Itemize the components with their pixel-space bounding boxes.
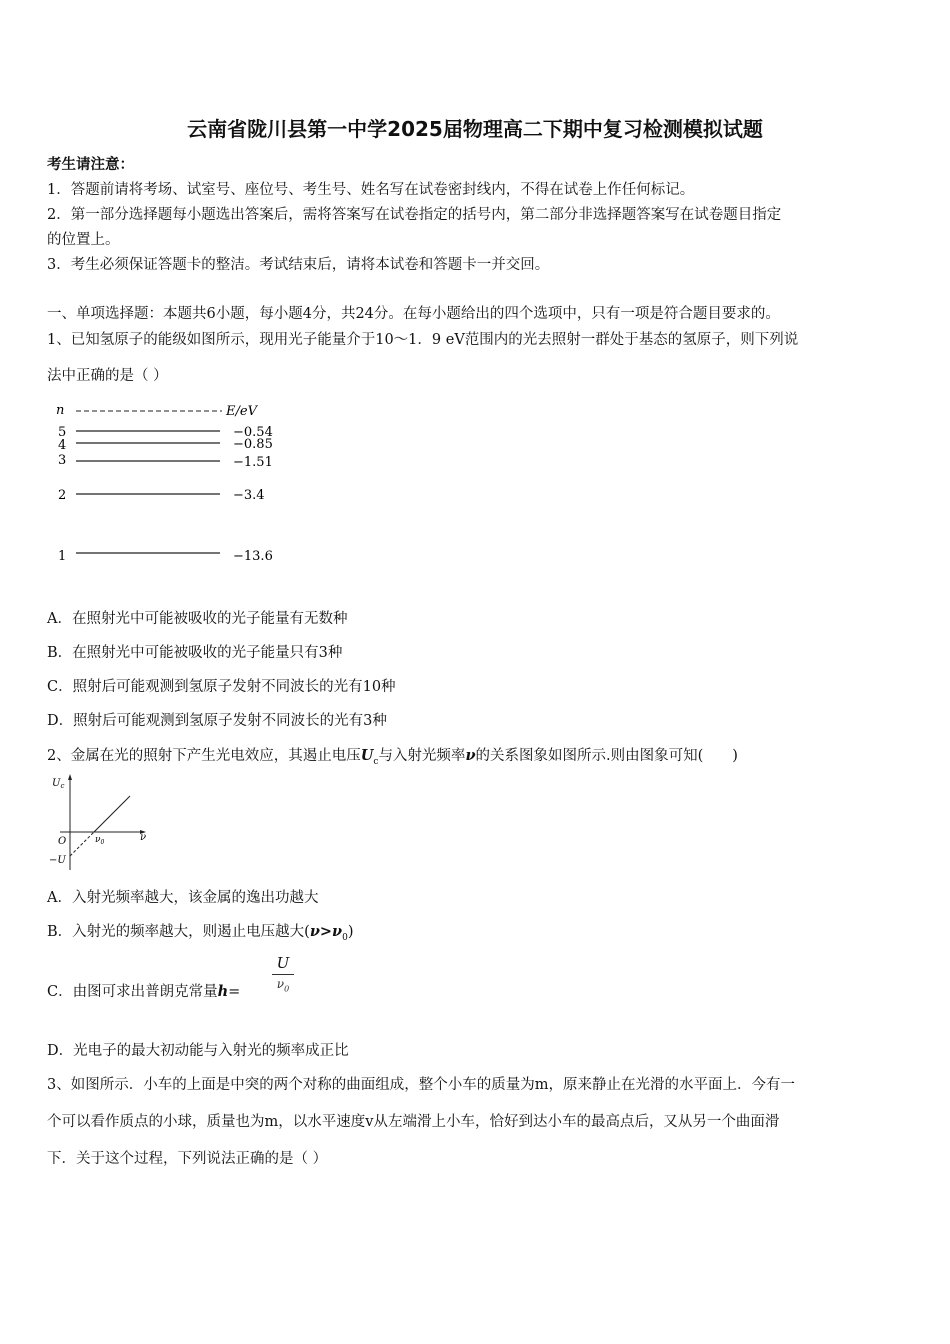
q3-line1: 3、如图所示．小车的上面是中突的两个对称的曲面组成，整个小车的质量为m，原来静止在光滑的水平面上．今有一 bbox=[47, 1077, 795, 1093]
level-1-e: −13.6 bbox=[233, 549, 273, 564]
fraction-numerator: U bbox=[276, 954, 290, 972]
graph-nu0-label: $\nu_0$ bbox=[95, 835, 105, 846]
q1-option-d: D．照射后可能观测到氢原子发射不同波长的光有3种 bbox=[47, 713, 387, 729]
q2-stem bbox=[47, 744, 738, 767]
graph-x-label: ν bbox=[140, 832, 147, 843]
graph-dashed-extension bbox=[70, 832, 94, 856]
notice-item-3: 3．考生必须保证答题卡的整洁。考试结束后，请将本试卷和答题卡一并交回。 bbox=[47, 257, 550, 273]
stopping-voltage-graph bbox=[46, 770, 156, 872]
q2-option-c: C．由图可求出普朗克常量h= bbox=[47, 983, 241, 1000]
energy-level-diagram bbox=[52, 398, 292, 570]
level-3-n: 3 bbox=[58, 453, 67, 468]
q2-stem-pre: 2、金属在光的照射下产生光电效应，其遏止电压 bbox=[47, 748, 361, 764]
q2-option-d: D．光电子的最大初动能与入射光的频率成正比 bbox=[47, 1043, 349, 1059]
section-heading: 一、单项选择题：本题共6小题，每小题4分，共24分。在每小题给出的四个选项中，只有一项是符合题目要求的。 bbox=[47, 306, 780, 322]
fraction-bar bbox=[272, 974, 294, 975]
graph-neg-u-label: −U bbox=[49, 855, 66, 866]
q2-stem-mid: 与入射光频率 bbox=[378, 748, 466, 764]
fraction-denominator: $\nu_0$ bbox=[276, 977, 290, 994]
q3-line2: 个可以看作质点的小球，质量也为m，以水平速度v从左端滑上小车，恰好到达小车的最高点后，又从另一个曲面滑 bbox=[47, 1114, 780, 1130]
diagram-header-e: E/eV bbox=[226, 404, 257, 419]
level-2-e: −3.4 bbox=[233, 488, 265, 503]
q2-stem-nu: ν bbox=[465, 747, 476, 764]
q2-option-b: B．入射光的频率越大，则遏止电压越大$(\nu>\nu_0)$ bbox=[47, 923, 354, 943]
q3-line3: 下．关于这个过程，下列说法正确的是（ ） bbox=[47, 1151, 328, 1167]
page-title: 云南省陇川县第一中学2025届物理高二下期中复习检测模拟试题 bbox=[187, 117, 763, 141]
level-4-n: 4 bbox=[58, 438, 67, 453]
q1-option-a: A．在照射光中可能被吸收的光子能量有无数种 bbox=[47, 611, 348, 627]
q2-option-a: A．入射光频率越大，该金属的逸出功越大 bbox=[47, 890, 319, 906]
level-1-n: 1 bbox=[58, 549, 67, 564]
notice-item-1: 1．答题前请将考场、试室号、座位号、考生号、姓名写在试卷密封线内，不得在试卷上作任何标记。 bbox=[47, 182, 695, 198]
planck-fraction bbox=[272, 954, 294, 996]
level-5-e: −0.54 bbox=[233, 425, 273, 440]
q1-stem-line2: 法中正确的是（ ） bbox=[47, 368, 168, 384]
q1-stem-line1: 1、已知氢原子的能级如图所示，现用光子能量介于10～1．9 eV范围内的光去照射一群处于基态的氢原子，则下列说 bbox=[47, 332, 799, 348]
graph-origin-label: O bbox=[58, 836, 67, 847]
y-axis-arrow bbox=[68, 774, 72, 780]
graph-y-label: $U_c$ bbox=[52, 778, 65, 790]
level-2-n: 2 bbox=[58, 488, 67, 503]
q2-stem-post: 的关系图象如图所示.则由图象可知( ) bbox=[475, 748, 738, 764]
notice-item-2-cont: 的位置上。 bbox=[47, 232, 120, 248]
notice-item-2: 2．第一部分选择题每小题选出答案后，需将答案写在试卷指定的括号内，第二部分非选择题答案写在试卷题目指定 bbox=[47, 207, 782, 223]
diagram-header-n: n bbox=[56, 403, 65, 418]
q2-stem-sub: c bbox=[373, 756, 379, 767]
q1-option-c: C．照射后可能观测到氢原子发射不同波长的光有10种 bbox=[47, 679, 396, 695]
level-4-e: −0.85 bbox=[233, 437, 273, 452]
q1-option-b: B．在照射光中可能被吸收的光子能量只有3种 bbox=[47, 645, 343, 661]
q2-stem-var: U bbox=[360, 747, 374, 764]
level-3-e: −1.51 bbox=[233, 455, 273, 470]
graph-solid-line bbox=[94, 796, 130, 832]
notice-heading: 考生请注意： bbox=[47, 156, 134, 173]
level-5-n: 5 bbox=[58, 425, 67, 440]
